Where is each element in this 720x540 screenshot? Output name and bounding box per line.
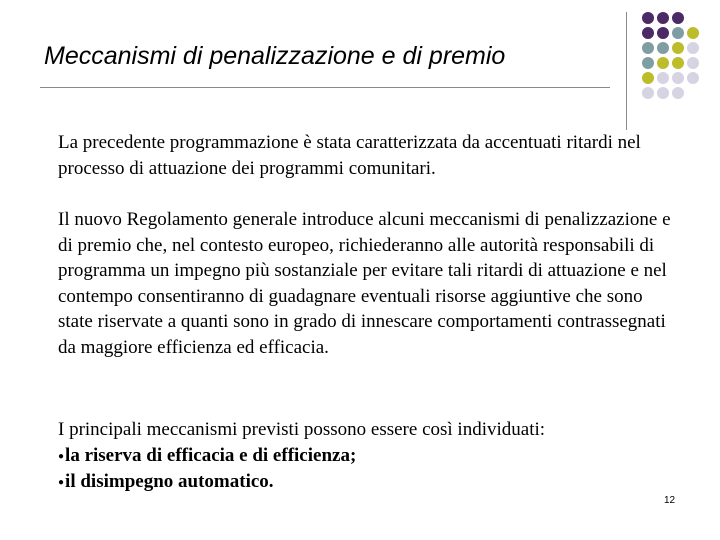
decorative-dot [687,42,699,54]
decorative-dot [642,87,654,99]
decorative-dot [642,57,654,69]
decorative-dot [642,12,654,24]
decorative-dot [642,27,654,39]
decorative-dot [657,87,669,99]
decorative-dot [687,27,699,39]
list-item [58,469,678,496]
slide-title: Meccanismi di penalizzazione e di premio [44,42,506,70]
decorative-dot [657,42,669,54]
decorative-dot [672,87,684,99]
decorative-dot [687,72,699,84]
list-item-text: il disimpegno automatico. [65,471,274,492]
decorative-dot [657,12,669,24]
decorative-dot [672,57,684,69]
decorative-dot [657,57,669,69]
decorative-dot [672,12,684,24]
title-underline [40,87,610,88]
vertical-divider [626,12,627,130]
paragraph-intro: La precedente programmazione è stata caratterizzata da accentuati ritardi nel processo di attuazione dei programmi comunitari. [58,132,641,179]
list-item [58,443,678,470]
decorative-dot [687,57,699,69]
decorative-dot [642,42,654,54]
list-item-text: la riserva di efficacia e di efficienza; [65,444,357,466]
list-intro: I principali meccanismi previsti possono essere così individuati: [58,419,546,440]
decorative-dot [642,72,654,84]
paragraph-regulation: Il nuovo Regolamento generale introduce alcuni meccanismi di penalizzazione e di premio che, nel contesto europeo, richiederanno alle autorità responsabili di programma un impegno più sostanziale per evitare tali ritardi di attuazione e nel contempo consentiranno di guadagnare eventuali risorse aggiuntive che sono state riservate a quanti sono in grado di innescare comportamenti contrassegnati da maggiore efficienza ed efficacia. [58,209,671,358]
bullet-icon: ● [58,450,65,462]
decorative-dot [672,72,684,84]
page-number: 12 [664,495,676,506]
bullet-icon: ● [58,477,65,488]
mechanisms-list [58,417,678,496]
decorative-dot [672,27,684,39]
decorative-dot [657,72,669,84]
decorative-dot [672,42,684,54]
decorative-dot [657,27,669,39]
